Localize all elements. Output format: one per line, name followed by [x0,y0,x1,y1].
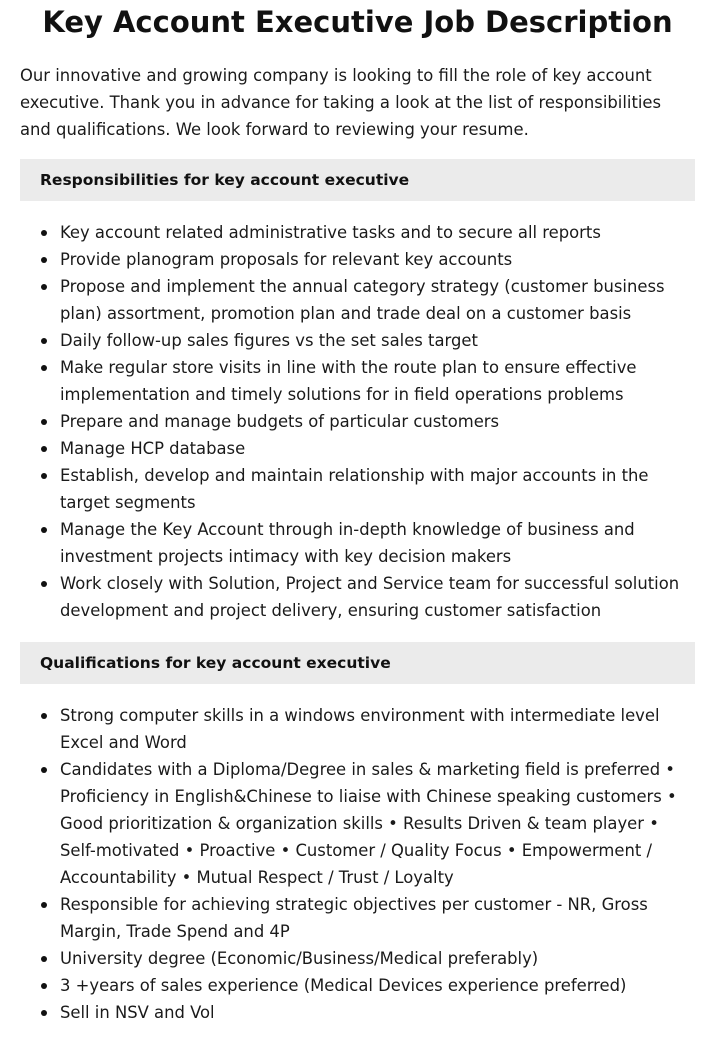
responsibilities-list [20,219,695,624]
bullet-icon [41,419,47,425]
list-item: Candidates with a Diploma/Degree in sales & marketing field is preferred • Proficiency in English&Chinese to liaise with Chinese speaking customers • Good prioritization & organization skills • Results Driven & team player • Self-motivated • Proactive • Customer / Quality Focus • Empowerment / Accountability • Mutual Respect / Trust / Loyalty [20,756,695,891]
qualifications-heading: Qualifications for key account executive [20,642,695,684]
list-item: Propose and implement the annual category strategy (customer business plan) assortment, promotion plan and trade deal on a customer basis [20,273,695,327]
qualifications-list [20,702,695,1026]
bullet-icon [41,767,47,773]
list-item: Manage HCP database [20,435,695,462]
bullet-icon [41,284,47,290]
list-item: 3 +years of sales experience (Medical Devices experience preferred) [20,972,695,999]
bullet-icon [41,338,47,344]
list-item: Strong computer skills in a windows environment with intermediate level Excel and Word [20,702,695,756]
bullet-icon [41,713,47,719]
bullet-icon [41,1010,47,1016]
bullet-icon [41,473,47,479]
list-item: Daily follow-up sales figures vs the set sales target [20,327,695,354]
page-title: Key Account Executive Job Description [42,5,673,39]
list-item: Provide planogram proposals for relevant key accounts [20,246,695,273]
list-item: University degree (Economic/Business/Medical preferably) [20,945,695,972]
bullet-icon [41,446,47,452]
list-item: Manage the Key Account through in-depth knowledge of business and investment projects intimacy with key decision makers [20,516,695,570]
bullet-icon [41,230,47,236]
bullet-icon [41,581,47,587]
bullet-icon [41,983,47,989]
bullet-icon [41,257,47,263]
list-item: Responsible for achieving strategic objectives per customer - NR, Gross Margin, Trade Spend and 4P [20,891,695,945]
intro-paragraph: Our innovative and growing company is looking to fill the role of key account executive. Thank you in advance for taking a look at the list of responsibilities and qualifications. We look forward to reviewing your resume. [20,66,662,139]
list-item: Establish, develop and maintain relationship with major accounts in the target segments [20,462,695,516]
responsibilities-heading: Responsibilities for key account executive [20,159,695,201]
list-item: Make regular store visits in line with the route plan to ensure effective implementation and timely solutions for in field operations problems [20,354,695,408]
bullet-icon [41,365,47,371]
list-item: Key account related administrative tasks and to secure all reports [20,219,695,246]
list-item: Work closely with Solution, Project and Service team for successful solution development and project delivery, ensuring customer satisfaction [20,570,695,624]
list-item: Prepare and manage budgets of particular customers [20,408,695,435]
bullet-icon [41,956,47,962]
bullet-icon [41,527,47,533]
bullet-icon [41,902,47,908]
list-item: Sell in NSV and Vol [20,999,695,1026]
